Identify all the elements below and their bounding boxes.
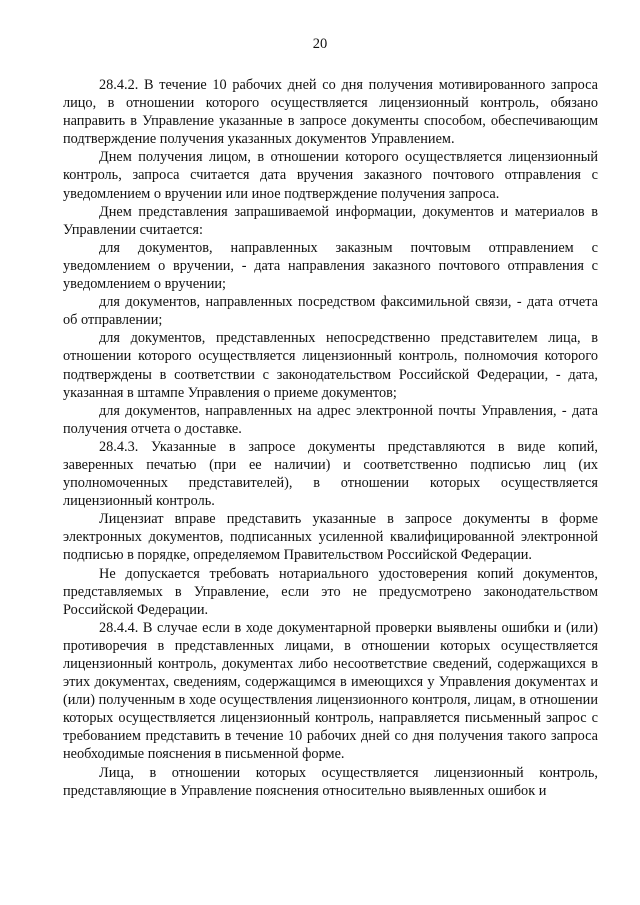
paragraph: для документов, направленных посредством факсимильной связи, - дата отчета об отправлении; bbox=[63, 294, 598, 329]
paragraph: для документов, направленных на адрес электронной почты Управления, - дата получения отчета о доставке. bbox=[63, 402, 598, 437]
paragraph: для документов, направленных заказным почтовым отправлением с уведомлением о вручении, - дата направления заказного почтового отправления с уведомлением о вручении; bbox=[63, 239, 598, 293]
paragraph: Лицензиат вправе представить указанные в запросе документы в форме электронных документов, подписанных усиленной квалифицированной электронной подписью в порядке, определяемом Правительством Российской Федерации. bbox=[63, 511, 598, 564]
paragraph: 28.4.2. В течение 10 рабочих дней со дня получения мотивированного запроса лицо, в отношении которого осуществляется лицензионный контроль, обязано направить в Управление указанные в запросе документы способом, обеспечивающим подтверждение получения указанных документов Управлением. bbox=[63, 77, 598, 148]
paragraph: 28.4.4. В случае если в ходе документарной проверки выявлены ошибки и (или) противоречия в представленных лицами, в отношении которых осуществляется лицензионный контроль, документах либо несоответствие сведений, содержащихся в этих документах, сведениям, содержащимся в имеющихся у Управления документах и (или) полученным в ходе осуществления лицензионного контроля, лицам, в отношении которых осуществляется лицензионный контроль, направляется письменный запрос с требованием представить в течение 10 рабочих дней со дня получения такого запроса необходимые пояснения в письменной форме. bbox=[63, 619, 598, 763]
paragraph: Лица, в отношении которых осуществляется лицензионный контроль, представляющие в Управление пояснения относительно выявленных ошибок и bbox=[63, 764, 598, 799]
page-number: 20 bbox=[312, 36, 328, 52]
paragraph: Днем получения лицом, в отношении которого осуществляется лицензионный контроль, запроса считается дата вручения заказного почтового отправления с уведомлением о вручении или иное подтверждение получения запроса. bbox=[63, 149, 598, 202]
paragraph: для документов, представленных непосредственно представителем лица, в отношении которого осуществляется лицензионный контроль, полномочия которого подтверждены в соответствии с законодательством Российской Федерации, - дата, указанная в штампе Управления о приеме документов; bbox=[63, 330, 598, 401]
document-body bbox=[63, 76, 598, 800]
paragraph: Днем представления запрашиваемой информации, документов и материалов в Управлении считается: bbox=[63, 203, 598, 238]
paragraph: Не допускается требовать нотариального удостоверения копий документов, представляемых в Управление, если это не предусмотрено законодательством Российской Федерации. bbox=[63, 565, 598, 618]
paragraph: 28.4.3. Указанные в запросе документы представляются в виде копий, заверенных печатью (при ее наличии) и соответственно подписью лиц (их уполномоченных представителей), в отношении которых осуществляется лицензионный контроль. bbox=[63, 438, 598, 510]
